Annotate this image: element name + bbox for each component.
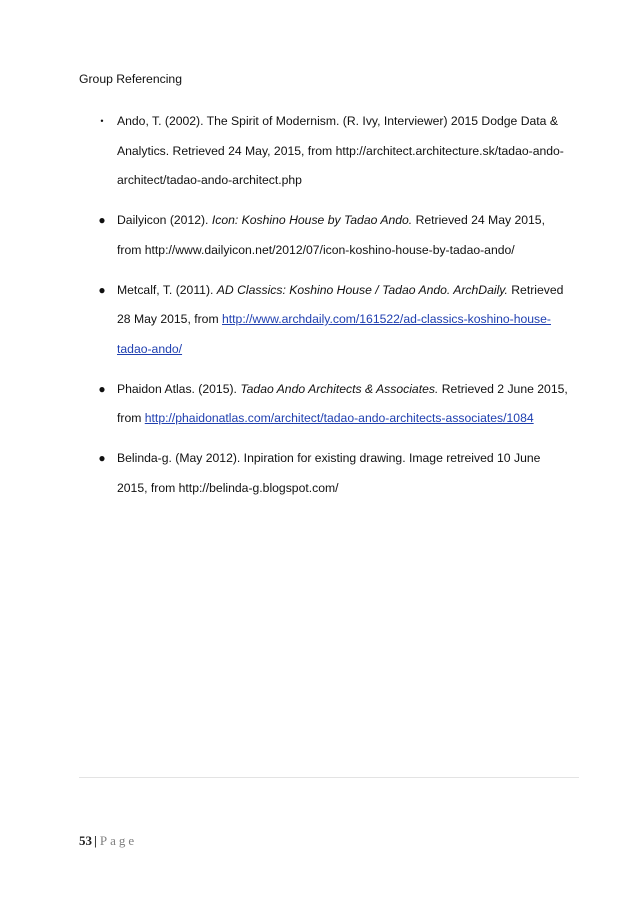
reference-retrieval: Retrieved 24 May 2015, from http://www.dailyicon.net/2012/07/icon-koshino-house-by-tadao-ando/ — [117, 213, 545, 257]
reference-item-ando — [0, 107, 638, 196]
reference-text: Metcalf, T. (2011). — [117, 282, 217, 297]
bullet-icon: ● — [98, 282, 106, 297]
reference-text: Dailyicon (2012). — [117, 213, 212, 227]
reference-list — [0, 107, 638, 514]
reference-title: AD Classics: Koshino House / Tadao Ando. ArchDaily. — [216, 282, 508, 297]
reference-link[interactable]: http://www.archdaily.com/161522/ad-classics-koshino-house-tadao-ando/ — [117, 312, 551, 356]
footer-separator: | — [94, 833, 97, 848]
bullet-icon: ● — [98, 213, 106, 227]
reference-item-metcalf — [0, 276, 638, 365]
reference-retrieval: Retrieved 2 June 2015, from — [117, 381, 568, 425]
bullet-icon: ● — [98, 381, 106, 396]
bullet-icon: • — [100, 116, 104, 126]
reference-item-belinda — [0, 444, 638, 503]
page-footer — [79, 833, 137, 849]
reference-title: Icon: Koshino House by Tadao Ando. — [211, 213, 413, 227]
reference-text: Ando, T. (2002). The Spirit of Modernism. (R. Ivy, Interviewer) 2015 Dodge Data & Analytics. Retrieved 24 May, 2015, from http://architect.architecture.sk/tadao-ando-architect/tadao-ando-architect.php — [117, 114, 564, 187]
reference-item-dailyicon — [0, 206, 638, 265]
section-heading: Group Referencing — [79, 72, 182, 86]
page-number: 53 — [79, 833, 92, 848]
reference-item-phaidon — [0, 375, 638, 434]
reference-retrieval: Retrieved 28 May 2015, from — [117, 282, 564, 326]
footer-divider — [79, 777, 579, 778]
reference-text: Phaidon Atlas. (2015). — [117, 381, 241, 396]
reference-link[interactable]: http://phaidonatlas.com/architect/tadao-ando-architects-associates/1084 — [144, 411, 534, 425]
page-label: Page — [99, 833, 138, 848]
reference-text: Belinda-g. (May 2012). Inpiration for existing drawing. Image retreived 10 June 2015, from http://belinda-g.blogspot.com/ — [117, 451, 541, 495]
reference-title: Tadao Ando Architects & Associates. — [240, 381, 439, 396]
bullet-icon: ● — [98, 451, 106, 465]
